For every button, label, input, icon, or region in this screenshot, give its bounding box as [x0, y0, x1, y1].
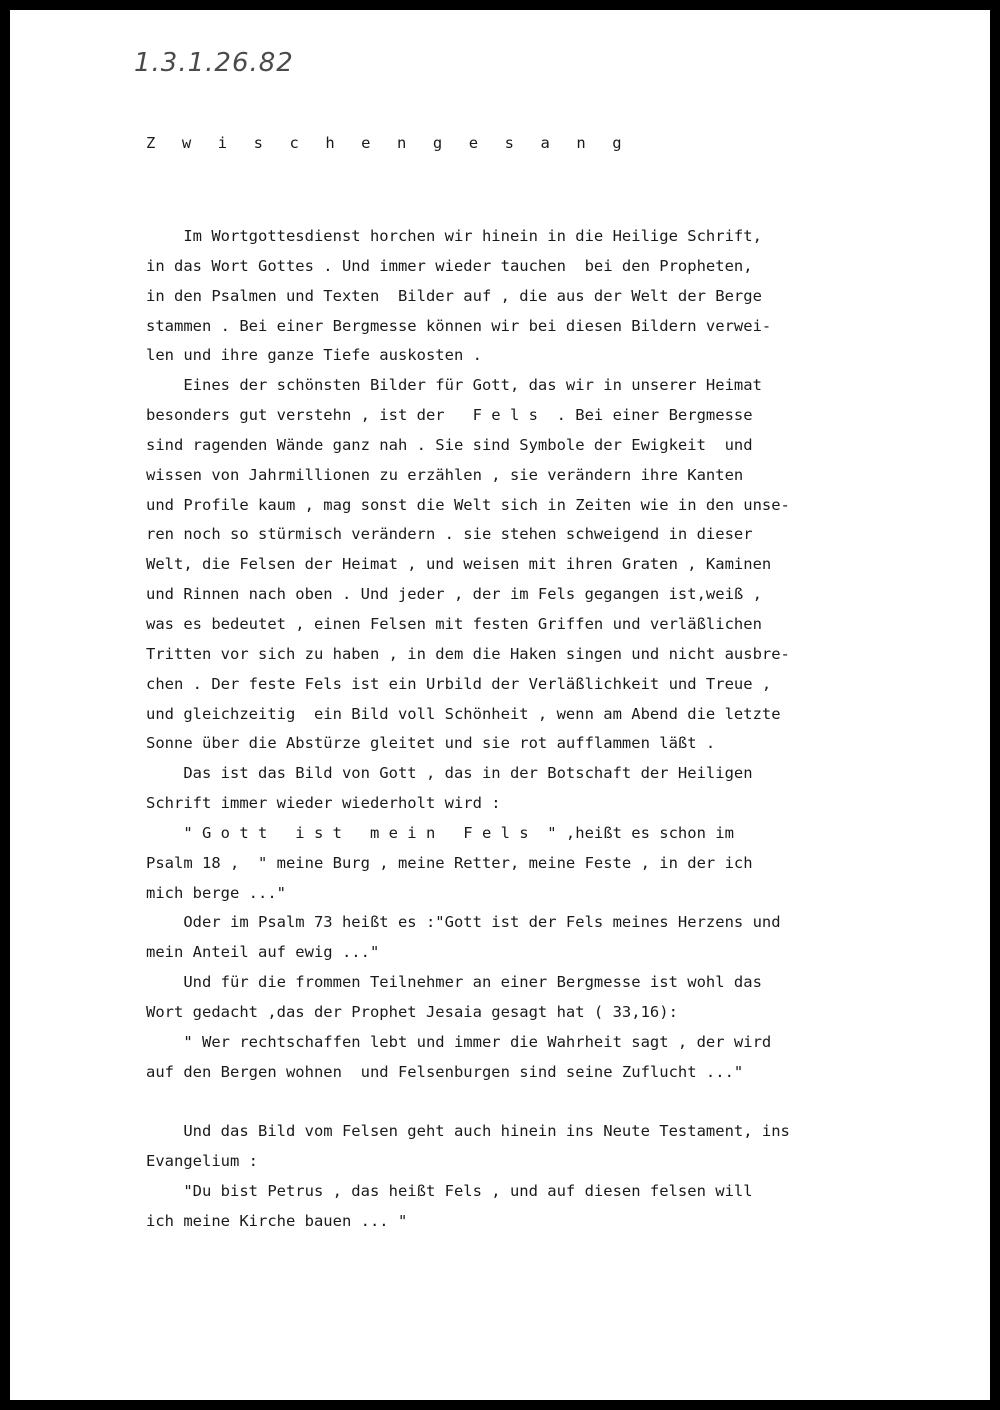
text-line: auf den Bergen wohnen und Felsenburgen sind seine Zuflucht ..." [146, 1062, 744, 1081]
text-line: Eines der schönsten Bilder für Gott, das wir in unserer Heimat [146, 376, 762, 395]
text-line: in den Psalmen und Texten Bilder auf , die aus der Welt der Berge [146, 286, 762, 305]
body-text [146, 222, 986, 1237]
text-line: " G o t t i s t m e i n F e l s " ,heißt es schon im [146, 823, 734, 842]
text-line: besonders gut verstehn , ist der F e l s . Bei einer Bergmesse [146, 406, 753, 425]
text-line: Wort gedacht ,das der Prophet Jesaia gesagt hat ( 33,16): [146, 1002, 678, 1021]
text-line: Evangelium : [146, 1152, 258, 1171]
text-line: len und ihre ganze Tiefe auskosten . [146, 346, 482, 365]
text-line: wissen von Jahrmillionen zu erzählen , sie verändern ihre Kanten [146, 465, 744, 484]
text-line: stammen . Bei einer Bergmesse können wir bei diesen Bildern verwei- [146, 316, 772, 335]
archive-number: 1.3.1.26.82 [134, 48, 294, 78]
text-line: mein Anteil auf ewig ..." [146, 943, 380, 962]
text-line: und gleichzeitig ein Bild voll Schönheit , wenn am Abend die letzte [146, 704, 781, 723]
text-line: Psalm 18 , " meine Burg , meine Retter, meine Feste , in der ich [146, 853, 753, 872]
text-line: Schrift immer wieder wiederholt wird : [146, 794, 501, 813]
text-line: Und das Bild vom Felsen geht auch hinein ins Neute Testament, ins [146, 1122, 790, 1141]
text-line: und Rinnen nach oben . Und jeder , der im Fels gegangen ist,weiß , [146, 585, 762, 604]
text-line: Tritten vor sich zu haben , in dem die Haken singen und nicht ausbre- [146, 644, 790, 663]
document-page [10, 10, 990, 1400]
text-line: sind ragenden Wände ganz nah . Sie sind Symbole der Ewigkeit und [146, 435, 753, 454]
text-line: Welt, die Felsen der Heimat , und weisen mit ihren Graten , Kaminen [146, 555, 772, 574]
text-line: Im Wortgottesdienst horchen wir hinein in die Heilige Schrift, [146, 227, 762, 245]
text-line: was es bedeutet , einen Felsen mit festen Griffen und verläßlichen [146, 614, 762, 633]
text-line: mich berge ..." [146, 883, 286, 902]
text-line: in das Wort Gottes . Und immer wieder tauchen bei den Propheten, [146, 256, 753, 275]
text-line: und Profile kaum , mag sonst die Welt sich in Zeiten wie in den unse- [146, 495, 790, 514]
text-line: ren noch so stürmisch verändern . sie stehen schweigend in dieser [146, 525, 753, 544]
text-line: Oder im Psalm 73 heißt es :"Gott ist der Fels meines Herzens und [146, 913, 781, 932]
text-line: Sonne über die Abstürze gleitet und sie rot aufflammen läßt . [146, 734, 716, 753]
document-title: Z w i s c h e n g e s a n g [146, 134, 631, 152]
text-line: Und für die frommen Teilnehmer an einer Bergmesse ist wohl das [146, 973, 762, 992]
text-line: " Wer rechtschaffen lebt und immer die Wahrheit sagt , der wird [146, 1032, 772, 1051]
text-line: chen . Der feste Fels ist ein Urbild der Verläßlichkeit und Treue , [146, 674, 772, 693]
text-line: Das ist das Bild von Gott , das in der Botschaft der Heiligen [146, 764, 753, 783]
text-line: ich meine Kirche bauen ... " [146, 1211, 408, 1230]
text-line [146, 1087, 986, 1117]
text-line: "Du bist Petrus , das heißt Fels , und auf diesen felsen will [146, 1182, 753, 1200]
